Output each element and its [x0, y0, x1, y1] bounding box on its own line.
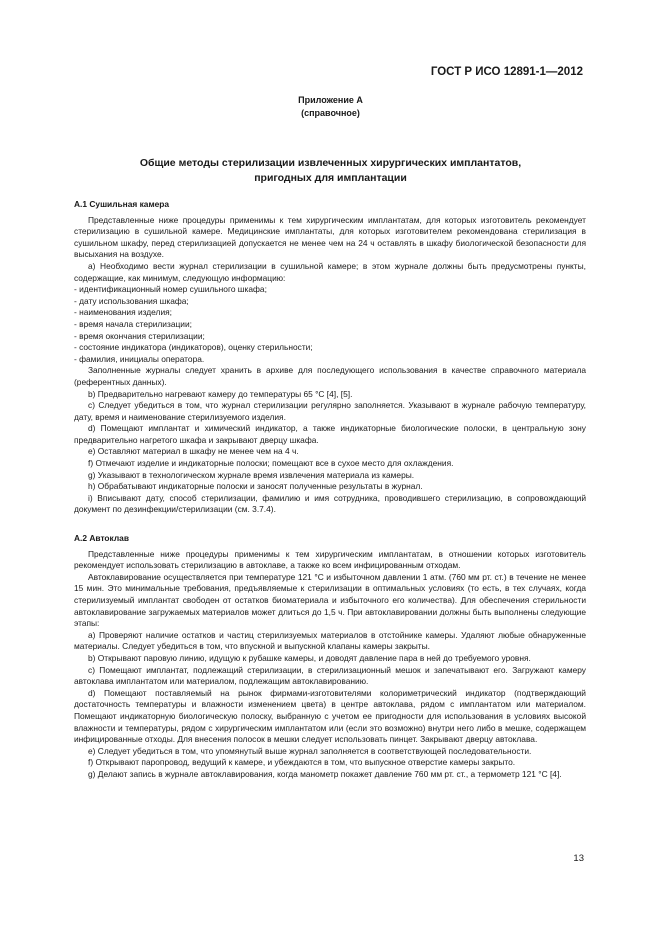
list-item: d) Помещают поставляемый на рынок фирмами-изготовителями колориметрический индикатор (подтверждающий достаточность температуры и влажности изменением цвета) в центре автоклава, рядом с имплантатом или материалом. Помещают индикаторную биологическую полоску, выбранную с учетом ее пригодности для использования в условиях высокой влажности и температуры, рядом с хирургическим имплантатом или (если это возможно) внутри него либо в мешке, содержащем инфицированные отходы. Для внесения полосок в мешки следует использовать пинцет. Закрывают дверцу автоклава. — [74, 687, 586, 745]
bullet-item: - время начала стерилизации; — [74, 318, 192, 329]
annex-label: Приложение А — [298, 95, 363, 105]
paragraph: Представленные ниже процедуры применимы к тем хирургическим имплантатам, в отношении которых изготовитель рекомендует использовать стерилизацию в автоклаве, а также ко всем инфицированным отходам. — [74, 548, 586, 571]
bullet-item: - идентификационный номер сушильного шкафа; — [74, 284, 267, 295]
annex-title — [80, 156, 581, 186]
list-item: b) Открывают паровую линию, идущую к рубашке камеры, и доводят давление пара в ней до требуемого уровня. — [88, 652, 531, 663]
list-item: b) Предварительно нагревают камеру до температуры 65 °С [4], [5]. — [88, 388, 353, 399]
list-item: c) Следует убедиться в том, что журнал стерилизации регулярно заполняется. Указывают в журнале рабочую температуру, дату, время и наименование стерилизуемого изделия. — [74, 400, 586, 422]
bullet-item: - время окончания стерилизации; — [74, 330, 205, 341]
section-a1 — [74, 199, 586, 516]
list-item: f) Отмечают изделие и индикаторные полоски; помещают все в сухое место для охлаждения. — [88, 458, 454, 469]
annex-heading — [0, 94, 661, 119]
list-item: e) Оставляют материал в шкафу не менее чем на 4 ч. — [88, 446, 299, 457]
list-item: g) Делают запись в журнале автоклавирования, когда манометр покажет давление 760 мм рт. ст., а термометр 121 °С [4]. — [88, 768, 562, 779]
list-item: a) Проверяют наличие остатков и частиц стерилизуемых материалов в отстойнике камеры. Удаляют любые обнаруженные материалы. Следует убедиться в том, что впускной и выпускной клапаны камеры закрыты. — [74, 629, 586, 652]
list-item: f) Открывают паропровод, ведущий к камере, и убеждаются в том, что выпускное отверстие камеры закрыто. — [88, 757, 516, 768]
list-item: c) Помещают имплантат, подлежащий стерилизации, в стерилизационный мешок и запечатывают его. Загружают камеру автоклава имплантатом или материалом, подлежащим автоклавированию. — [74, 664, 586, 687]
list-item: d) Помещают имплантат и химический индикатор, а также индикаторные биологические полоски, в центральную зону предварительно нагретого шкафа и закрывают дверцу шкафа. — [74, 423, 586, 445]
paragraph: Заполненные журналы следует хранить в архиве для последующего использования в качестве справочного материала (референтных данных). — [74, 365, 586, 387]
page-number: 13 — [573, 853, 584, 864]
section-heading: А.2 Автоклав — [74, 533, 129, 543]
annex-note: (справочное) — [301, 107, 360, 118]
section-heading: А.1 Сушильная камера — [74, 199, 170, 209]
bullet-item: - состояние индикатора (индикаторов), оценку стерильности; — [74, 342, 313, 353]
annex-title-line-2: пригодных для имплантации — [254, 172, 407, 184]
bullet-item: - наименования изделия; — [74, 307, 172, 318]
list-item: e) Следует убедиться в том, что упомянутый выше журнал заполняется в соответствующей последовательности. — [88, 745, 532, 756]
document-code: ГОСТ Р ИСО 12891-1—2012 — [430, 66, 583, 78]
paragraph: Автоклавирование осуществляется при температуре 121 °С и избыточном давлении 1 атм. (760 мм рт. ст.) в течение не менее 15 мин. Это минимальные требования, предъявляемые к стерилизации в оптимальных условиях (то есть, в тех случаях, когда стерилизуемый имплантат свободен от остатков биоматериала и избыточного его количества). Для обеспечения стерильности автоклавирование загружаемых материалов может длиться до 1,5 ч. При автоклавировании должны быть выполнены следующие этапы: — [74, 571, 586, 629]
list-item: g) Указывают в технологическом журнале время извлечения материала из камеры. — [88, 469, 415, 480]
list-item: i) Вписывают дату, способ стерилизации, фамилию и имя сотрудника, проводившего стерилизацию, в сопровождающий документ по дезинфекции/стерилизации (см. 3.7.4). — [74, 492, 586, 515]
list-item: a) Необходимо вести журнал стерилизации в сушильной камере; в этом журнале должны быть предусмотрены пункты, содержащие, как минимум, следующую информацию: — [74, 260, 586, 283]
list-item: h) Обрабатывают индикаторные полоски и заносят полученные результаты в журнал. — [88, 481, 423, 492]
bullet-item: - дату использования шкафа; — [74, 295, 189, 306]
bullet-item: - фамилия, инициалы оператора. — [74, 353, 205, 364]
annex-title-line-1: Общие методы стерилизации извлеченных хирургических имплантатов, — [139, 157, 522, 169]
paragraph: Представленные ниже процедуры применимы к тем хирургическим имплантатам, для которых изготовитель рекомендует стерилизацию в сушильной камере. Медицинские имплантаты, для которых изготовителем рекомендована стерилизация в сушильном шкафу, перед стерилизацией допускается не менее чем на 24 ч оставлять в шкафу биологической безопасности для высыхания на воздухе. — [74, 214, 586, 260]
section-a2 — [74, 533, 586, 780]
